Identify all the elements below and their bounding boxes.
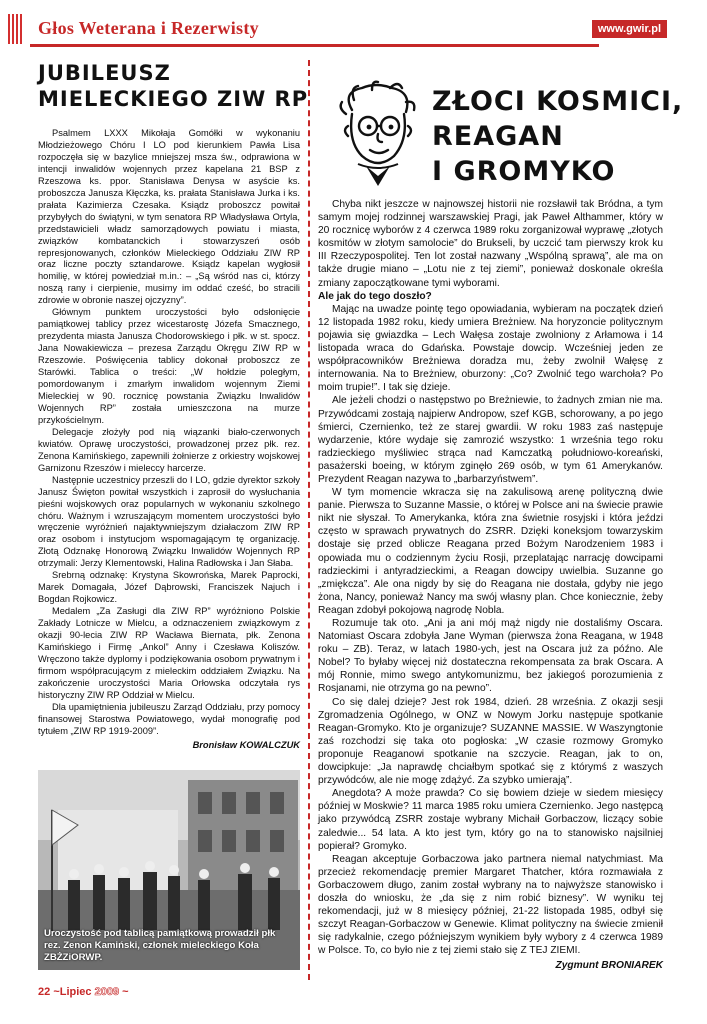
right-paragraph: W tym momencie wkracza się na zakulisową arenę polityczną dwie panie. Pierwsza to Suzanne Massie, o której w Polsce ani na świecie prawie nikt nie słyszał. To Amerykanka, która zna świetnie rosyjski i która jeździ często w sprawach prywatnych do ZSRR. Dzięki koneksjom towarzyskim dostaje się przed oblicze Reagana przed Bożym Narodzeniem 1983 i opowiada mu o codziennym życiu Rosji, przeplatając narrację dowcipami radzieckimi i antyradzieckimi, a Reagan dowcipy uwielbia. Suzanne go „zmiękcza”. Ale ona nigdy by się do Reagana nie dostała, gdyby nie jego żona, Nancy, ponieważ Nancy ma swój własny plan. Chce koniecznie, żeby Reagan zdobył pokojową nagrodę Nobla. — [318, 487, 663, 616]
page-number: 22 — [38, 986, 51, 998]
footer-month: ~Lipiec — [53, 986, 92, 998]
column-divider — [308, 60, 310, 980]
left-paragraph: Srebrną odznakę: Krystyna Skowrońska, Marek Paprocki, Marek Domagała, Józef Dąbrowski, Franciszek Najuch i Bogdan Rojkowicz. — [38, 570, 300, 605]
left-paragraph: Psalmem LXXX Mikołaja Gomółki w wykonaniu Młodzieżowego Chóru I LO pod kierunkiem Pawła Lisa rozpoczęła się w bazylice mniejszej msza św., odprawiona w intencji inwalidów wojennych przez kapelana 21 BSP z Rzeszowa ks. ppor. Stanisława Denysa w asyście ks. proboszcza Janusza Kłęczka, ks. prałata Stanisława Jurka i ks. prałata Kazimierza Czesaka. Ksiądz proboszcz powitał przybyłych do świątyni, w tym senatora RP Władysława Ortyla, przedstawicieli władz samorządowych powiatu i miasta, związków kombatanckich i stowarzyszeń osób represjonowanych, członków Mieleckiego Oddziału ZIW RP oraz liczne poczty sztandarowe. Ksiądz kapelan wygłosił homilię, w której powiedział m.in.: – „Są wśród nas ci, którzy noszą rany i cierpienie, musimy im oddać cześć, bo stracili zdrowie w obronie naszej ojczyzny”. — [38, 128, 300, 306]
right-paragraph: Anegdota? A może prawda? Co się bowiem dzieje w siedem miesięcy później w Moskwie? 11 marca 1985 roku umiera Czernienko. Jego następcą jako przywódcą ZSRR zostaje wybrany Michaił Gorbaczow, liczący sobie zaledwie... 54 lata. A kto jest tym, który go na to stanowisko najsilniej popierał? Gromyko. — [318, 788, 663, 852]
right-paragraph: Chyba nikt jeszcze w najnowszej historii nie rozsławił tak Bródna, a tym samym mojej rodzinnej warszawskiej Pragi, jak Paweł Althammer, który w 20 rocznicę wyborów z 4 czerwca 1989 roku zorganizował wyprawę „złotych kosmitów w złotym samolocie” do Brukseli, by uczcić tam pierwszy krok ku III Rzeczypospolitej. Ten lot został nazwany „Wspólną sprawą”, ale ma on także drugie miano – „Lotu nie z tej ziemi”, ponieważ doskonale określa zmiany zapoczątkowane tymi wyborami. — [318, 199, 663, 289]
right-paragraph: Mając na uwadze pointę tego opowiadania, wybieram na początek dzień 12 listopada 1982 roku, kiedy umiera Breżniew. Na horyzoncie politycznym pojawia się gwiazdka – Lech Wałęsa zostaje zwolniony z Arłamowa i 14 listopada wraca do Gdańska. Powstaje dowcip. Wcześniej jeden ze współpracowników Breżniewa doradza mu, żeby zwolnił Wałęsę z internowania. Na to Breżniew, oburzony: „Co? Zwolnić tego warchoła? Po moim trupie!”. I tak się dzieje. — [318, 303, 663, 394]
header-url[interactable]: www.gwir.pl — [592, 20, 667, 38]
right-signature: Zygmunt BRONIAREK — [555, 960, 663, 972]
left-paragraph: Delegacje złożyły pod nią wiązanki biało-czerwonych kwiatów. Oprawę uroczystości, prowadzonej przez płk. rez. Zenona Kamińskiego, zapewnili żołnierze z orkiestry wojskowej Garnizonu Rzeszów i mieleccy harcerze. — [38, 426, 300, 473]
left-signature: Bronisław KOWALCZUK — [192, 739, 300, 750]
right-paragraph: Ale jak do tego doszło? — [318, 290, 432, 302]
right-title-line2: REAGAN — [432, 121, 564, 152]
right-paragraph: Co się dalej dzieje? Jest rok 1984, dzień. 28 września. Z okazji sesji Zgromadzenia Ogólnego, w ONZ w Nowym Jorku następuje spotkanie Reagan-Gromyko. Kto je organizuje? SUZANNE MASSIE. W Waszyngtonie zaś rozchodzi się taka oto pogłoska: „W czasie rozmowy Gromyko proponuje Reaganowi spotkanie na szczycie. Reagan, jak to on, dowcipkuje: „Ja naprawdę chciałbym spotkać się z którymś z waszych przywódców, ale nie mogę zdążyć. Za szybko umierają”. — [318, 696, 663, 787]
left-paragraph: Następnie uczestnicy przeszli do I LO, gdzie dyrektor szkoły Janusz Święton powitał wszystkich i zaprosił do wysłuchania pieśni wojskowych oraz popularnych w wykonaniu szkolnego chóru. Ważnym i wzruszającym momentem uroczystości było wręczenie wyróżnień najaktywniejszym działaczom ZIW RP oraz osobom i instytucjom wspomagającym tę organizację. Złotą Odznakę Honorową Związku Inwalidów Wojennych RP otrzymali: Jerzy Klementowski, Halina Radłowska i Jan Słaba. — [38, 474, 300, 569]
left-title-line2: MIELECKIEGO ZIW RP — [38, 87, 309, 111]
right-title-line3: I GROMYKO — [432, 156, 616, 187]
left-paragraph: Dla upamiętnienia jubileuszu Zarząd Oddziału, przy pomocy finansowej Starostwa Powiatowego, wydał monografię pod tytułem „ZIW RP 1919-2009”. — [38, 701, 300, 736]
footer-year: 2009 — [94, 986, 120, 998]
right-article-body — [318, 198, 663, 973]
header-title: Głos Weterana i Rezerwisty — [38, 18, 259, 38]
left-paragraph: Medalem „Za Zasługi dla ZIW RP” wyróżniono Polskie Zakłady Lotnicze w Mielcu, a odznaczeniem związkowym z okazji 90-lecia ZIW RP Wacława Biernata, płk. Zenona Kamińskiego i Firmę „Ankol” Anny i Czesława Koliszów. Wręczono także dyplomy i podziękowania osobom prywatnym i firmom współpracującym z mieleckim oddziałem Związku. Na zakończenie uroczystości Maria Orłowska odczytała rys historyczny ZIW RP Oddział w Mielcu. — [38, 606, 300, 700]
header-stripes — [8, 14, 22, 44]
left-article-body — [38, 128, 300, 752]
page-footer — [38, 986, 129, 998]
photo-caption: Uroczystość pod tablicą pamiątkową prowadził płk rez. Zenon Kamiński, członek mieleckiego Koła ZBŻZiORWP. — [44, 928, 276, 963]
caricature-illustration — [332, 80, 424, 192]
header-rule — [30, 44, 599, 47]
left-title-line1: JUBILEUSZ — [38, 61, 171, 85]
left-paragraph: Głównym punktem uroczystości było odsłonięcie pamiątkowej tablicy przez wicestarostę Józefa Smacznego, prezydenta miasta Janusza Chodorowskiego i płk. w st. spocz. Jana Nowakiewicza – prezesa Zarządu Okręgu ZIW RP w Rzeszowie. Poświęcenia tablicy dokonał proboszcz ze Starówki. Tablica o treści: „W hołdzie poległym, pomordowanym i zmarłym inwalidom wojennym Ziemi Mieleckiej w 90. rocznicę powstania Związku Inwalidów Wojennych RP” została umieszczona na murze przykościelnym. — [38, 307, 300, 425]
right-paragraph: Rozumuje tak oto. „Ani ja ani mój mąż nigdy nie dostaliśmy Oscara. Natomiast Oscara zdobyła Jane Wyman (pierwsza żona Reagana, w 1948 roku – ZB). Teraz, w latach 1980-ych, jest na Oscara już za późno. Ale Nobel? To byłaby więcej niż dostateczna rekompensata za brak Oscara. A mój Ronnie, mimo swego antykomunizmu, bez jakiegoś porozumienia z Rosjanami, nie otrzyma go na pewno”. — [318, 618, 663, 695]
left-article-title — [38, 60, 308, 112]
footer-tilde: ~ — [122, 986, 129, 998]
right-paragraph: Reagan akceptuje Gorbaczowa jako partnera niemal natychmiast. Ma przecież rekomendację premier Margaret Thatcher, która rozmawiała z Gorbaczowem długo, zanim został wybrany na to najwyższe stanowisko i doszła do wniosku, że „da się z nim robić biznesy”. W wyniku tej rekomendacji, już w 8 miesięcy później, 21-22 listopada 1985, odbył się szczyt Reagan-Gorbaczow w Genewie. Klimat polityczny na świecie zmienił się radykalnie, czego późniejszym wynikiem były wybory z 4 czerwca 1989 w Polsce. To, co było nie z tej ziemi stało się Z TEJ ZIEMI. — [318, 853, 663, 957]
right-article-title — [432, 84, 683, 189]
right-title-line1: ZŁOCI KOSMICI, — [432, 86, 684, 117]
right-paragraph: Ale jeżeli chodzi o następstwo po Breżniewie, to żadnych zmian nie ma. Przywódcami zostają najpierw Andropow, szef KGB, schorowany, a po jego śmierci, Czernienko, też ze starej gwardii. W roku 1983 zaś następuje wydarzenie, które wydaje się zamrozić wszystko: 1 września tego roku radzieckiego myśliwiec strąca nad Kamczatką południowo-koreański, pasażerski boeing, w którym zginęło 269 osób, w tym 61 Amerykanów. Prezydent Reagan nazywa to „barbarzyństwem”. — [318, 395, 663, 485]
ceremony-photo — [38, 770, 300, 970]
